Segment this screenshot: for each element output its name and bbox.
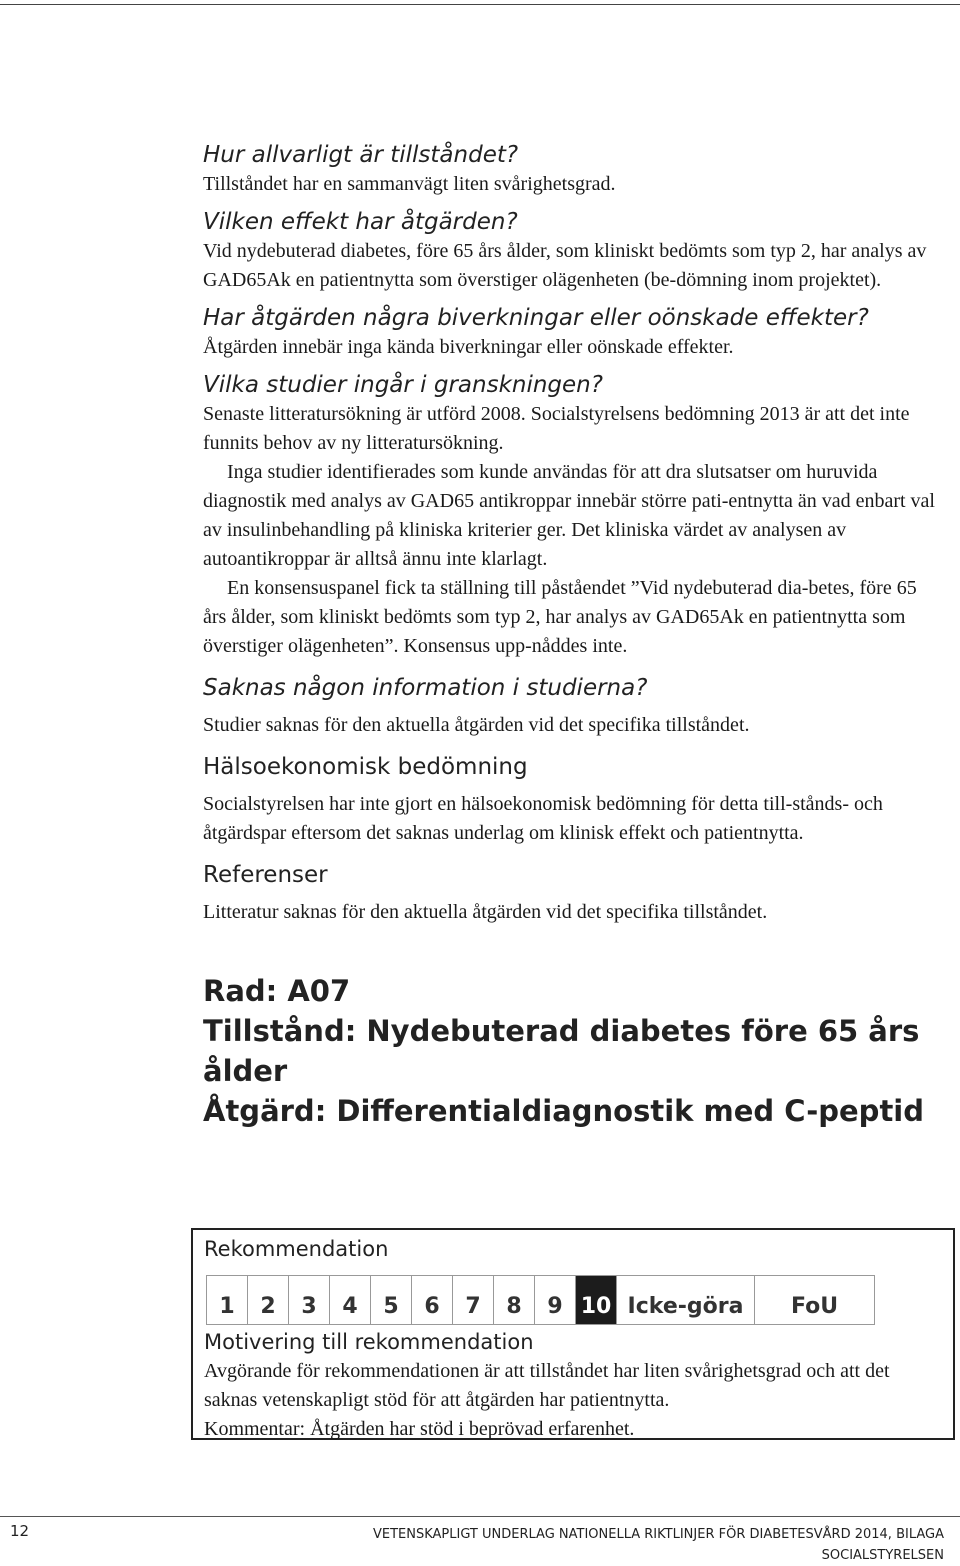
heading-severity: Hur allvarligt är tillståndet? xyxy=(203,142,519,168)
text-effect: Vid nydebuterad diabetes, före 65 års ålder, som kliniskt bedömts som typ 2, har analys av GAD65Ak en patientnytta som överstiger olägenheten (be-dömning inom projektet). xyxy=(203,240,927,291)
scale-cell-6: 6 xyxy=(412,1276,453,1324)
text-side-effects: Åtgärden innebär inga kända biverkningar eller oönskade effekter. xyxy=(203,336,734,358)
motivation-comment: Kommentar: Åtgärden har stöd i beprövad erfarenhet. xyxy=(204,1418,635,1440)
scale-cell-8: 8 xyxy=(494,1276,535,1324)
heading-side-effects: Har åtgärden några biverkningar eller oönskade effekter? xyxy=(203,305,869,331)
text-severity: Tillståndet har en sammanvägt liten svårighetsgrad. xyxy=(203,173,616,195)
motivation-text: Avgörande för rekommendationen är att tillståndet har liten svårighetsgrad och att det saknas vetenskapligt stöd för att åtgärden har patientnytta. xyxy=(204,1360,890,1411)
text-health-econ: Socialstyrelsen har inte gjort en hälsoekonomisk bedömning för detta till-stånds- och åtgärdspar eftersom det saknas underlag om klinisk effekt och patientnytta. xyxy=(203,793,883,844)
heading-references: Referenser xyxy=(203,862,328,888)
document-body xyxy=(203,140,943,1131)
heading-studies: Vilka studier ingår i granskningen? xyxy=(203,372,603,398)
scale-cell-2: 2 xyxy=(248,1276,289,1324)
row-condition: Tillstånd: Nydebuterad diabetes före 65 års ålder xyxy=(203,1014,920,1088)
heading-effect: Vilken effekt har åtgärden? xyxy=(203,209,518,235)
top-rule xyxy=(0,4,960,5)
recommendation-label: Rekommendation xyxy=(204,1237,389,1261)
recommendation-scale xyxy=(206,1275,875,1325)
text-references: Litteratur saknas för den aktuella åtgärden vid det specifika tillståndet. xyxy=(203,901,768,923)
scale-cell-9: 9 xyxy=(535,1276,576,1324)
row-action: Åtgärd: Differentialdiagnostik med C-peptid xyxy=(203,1094,925,1128)
recommendation-box xyxy=(191,1228,955,1440)
footer-line-2: SOCIALSTYRELSEN xyxy=(821,1548,944,1563)
row-id: Rad: A07 xyxy=(203,974,351,1008)
text-studies-p2: Inga studier identifierades som kunde användas för att dra slutsatser om huruvida diagnostik med analys av GAD65 antikroppar innebär större pati-entnytta än vad enbart val av insulinbehandling på kliniska kriterier ger. Det kliniska värdet av analysen av autoantikroppar är alltså ännu inte klarlagt. xyxy=(203,461,935,570)
scale-cell-1: 1 xyxy=(207,1276,248,1324)
scale-cell-5: 5 xyxy=(371,1276,412,1324)
footer-line-1: VETENSKAPLIGT UNDERLAG NATIONELLA RIKTLINJER FÖR DIABETESVÅRD 2014, BILAGA xyxy=(372,1527,944,1542)
scale-cell-7: 7 xyxy=(453,1276,494,1324)
scale-cell-10: 10 xyxy=(576,1276,617,1324)
scale-cell-icke-gora: Icke-göra xyxy=(617,1276,755,1324)
text-studies-p1: Senaste litteratursökning är utförd 2008. Socialstyrelsens bedömning 2013 är att det inte funnits behov av ny litteratursökning. xyxy=(203,403,910,454)
footer-text xyxy=(344,1524,944,1566)
heading-missing-info: Saknas någon information i studierna? xyxy=(203,675,648,701)
motivation-block xyxy=(204,1357,944,1444)
text-studies-p3: En konsensuspanel fick ta ställning till påståendet ”Vid nydebuterad dia-betes, före 65 års ålder, som kliniskt bedömts som typ 2, har analys av GAD65Ak en patientnytta som överstiger olägenheten”. Konsensus upp-nåddes inte. xyxy=(203,577,917,657)
heading-health-econ: Hälsoekonomisk bedömning xyxy=(203,754,528,780)
page-number: 12 xyxy=(10,1522,30,1540)
motivation-label: Motivering till rekommendation xyxy=(204,1330,534,1354)
text-missing-info: Studier saknas för den aktuella åtgärden vid det specifika tillståndet. xyxy=(203,714,750,736)
scale-cell-fou: FoU xyxy=(790,1294,839,1319)
scale-cell-3: 3 xyxy=(289,1276,330,1324)
scale-cell-4: 4 xyxy=(330,1276,371,1324)
footer-rule xyxy=(0,1516,960,1517)
